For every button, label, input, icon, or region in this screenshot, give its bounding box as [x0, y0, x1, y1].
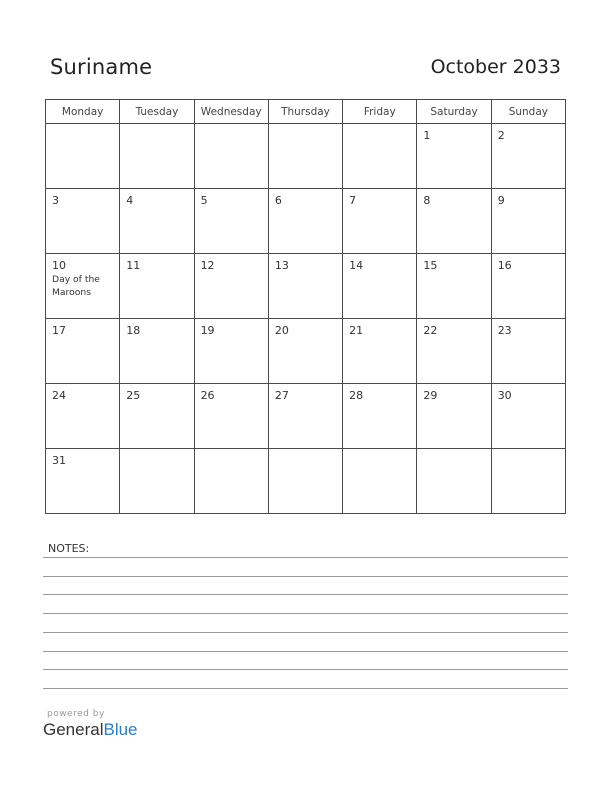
notes-line	[43, 688, 568, 689]
calendar-day-cell	[120, 319, 194, 384]
day-number: 24	[52, 389, 66, 402]
calendar-day-cell	[268, 254, 342, 319]
weekday-header: Monday	[46, 100, 120, 124]
calendar-day-cell	[120, 124, 194, 189]
weekday-header: Sunday	[491, 100, 565, 124]
weekday-header: Thursday	[268, 100, 342, 124]
page-title-country: Suriname	[50, 55, 153, 79]
calendar-day-cell	[491, 124, 565, 189]
notes-line	[43, 576, 568, 577]
day-number: 10	[52, 259, 66, 272]
holiday-label: Day of the Maroons	[52, 274, 100, 298]
calendar-day-cell	[343, 254, 417, 319]
calendar-day-cell	[491, 384, 565, 449]
day-number: 11	[126, 259, 141, 272]
day-number: 15	[423, 259, 438, 272]
calendar-day-cell	[120, 449, 194, 514]
day-number: 17	[52, 324, 66, 337]
calendar-day-cell	[194, 449, 268, 514]
day-number: 21	[349, 324, 364, 337]
day-number: 7	[349, 194, 357, 207]
day-number: 13	[274, 259, 289, 272]
brand-logo[interactable]	[43, 720, 138, 740]
calendar-day-cell	[343, 449, 417, 514]
day-number: 12	[200, 259, 215, 272]
notes-line	[43, 594, 568, 595]
calendar-day-cell	[491, 254, 565, 319]
calendar-day-cell	[417, 319, 491, 384]
calendar-day-cell	[194, 254, 268, 319]
calendar-day-cell	[417, 449, 491, 514]
notes-line	[43, 557, 568, 558]
notes-line	[43, 632, 568, 633]
calendar-day-cell	[194, 189, 268, 254]
calendar-day-cell	[343, 384, 417, 449]
calendar-day-cell	[194, 319, 268, 384]
calendar-day-cell	[46, 449, 120, 514]
calendar-day-cell	[120, 254, 194, 319]
calendar-day-cell	[268, 124, 342, 189]
calendar-day-cell	[417, 189, 491, 254]
calendar-day-cell	[343, 319, 417, 384]
calendar-day-cell	[120, 189, 194, 254]
day-number: 6	[274, 194, 282, 207]
calendar-day-cell	[46, 319, 120, 384]
calendar-week-row	[46, 319, 566, 384]
day-number: 14	[349, 259, 364, 272]
notes-line	[43, 669, 568, 670]
day-number: 29	[423, 389, 438, 402]
calendar-day-cell	[491, 319, 565, 384]
weekday-header: Wednesday	[194, 100, 268, 124]
day-number: 3	[52, 194, 59, 207]
calendar-day-cell	[46, 384, 120, 449]
day-number: 1	[423, 129, 431, 142]
day-number: 27	[274, 389, 289, 402]
calendar-day-cell	[46, 189, 120, 254]
day-number: 5	[200, 194, 208, 207]
day-number: 19	[200, 324, 215, 337]
day-number: 25	[126, 389, 141, 402]
calendar-week-row	[46, 189, 566, 254]
calendar-day-cell	[491, 189, 565, 254]
weekday-header: Tuesday	[120, 100, 194, 124]
day-number: 31	[52, 454, 66, 467]
weekday-header: Friday	[343, 100, 417, 124]
day-number: 26	[200, 389, 215, 402]
calendar-week-row	[46, 124, 566, 189]
day-number: 22	[423, 324, 438, 337]
notes-line	[43, 613, 568, 614]
calendar-day-cell	[194, 124, 268, 189]
day-number: 20	[274, 324, 289, 337]
day-number: 16	[497, 259, 512, 272]
calendar-day-cell	[268, 189, 342, 254]
calendar-grid	[45, 99, 566, 514]
notes-label: NOTES:	[48, 542, 90, 555]
day-number: 23	[497, 324, 512, 337]
weekday-header: Saturday	[417, 100, 491, 124]
brand-blue: Blue	[103, 720, 138, 739]
calendar-day-cell	[417, 124, 491, 189]
powered-by-text: powered by	[47, 709, 105, 719]
day-number: 2	[497, 129, 505, 142]
calendar-day-cell	[194, 384, 268, 449]
calendar-week-row	[46, 254, 566, 319]
calendar-day-cell	[268, 319, 342, 384]
notes-line	[43, 651, 568, 652]
calendar-day-cell	[417, 254, 491, 319]
calendar-day-cell	[46, 254, 120, 319]
calendar-day-cell	[343, 124, 417, 189]
day-number: 8	[423, 194, 431, 207]
weekday-header-row	[46, 100, 566, 124]
day-number: 30	[497, 389, 512, 402]
calendar-week-row	[46, 384, 566, 449]
brand-general: General	[43, 720, 104, 739]
calendar-day-cell	[343, 189, 417, 254]
page-title-month: October 2033	[430, 56, 561, 78]
calendar-day-cell	[268, 384, 342, 449]
calendar-day-cell	[120, 384, 194, 449]
day-number: 28	[349, 389, 364, 402]
calendar-day-cell	[417, 384, 491, 449]
calendar-day-cell	[491, 449, 565, 514]
day-number: 4	[126, 194, 134, 207]
calendar-day-cell	[46, 124, 120, 189]
day-number: 18	[126, 324, 141, 337]
day-number: 9	[497, 194, 505, 207]
calendar-day-cell	[268, 449, 342, 514]
calendar-week-row	[46, 449, 566, 514]
